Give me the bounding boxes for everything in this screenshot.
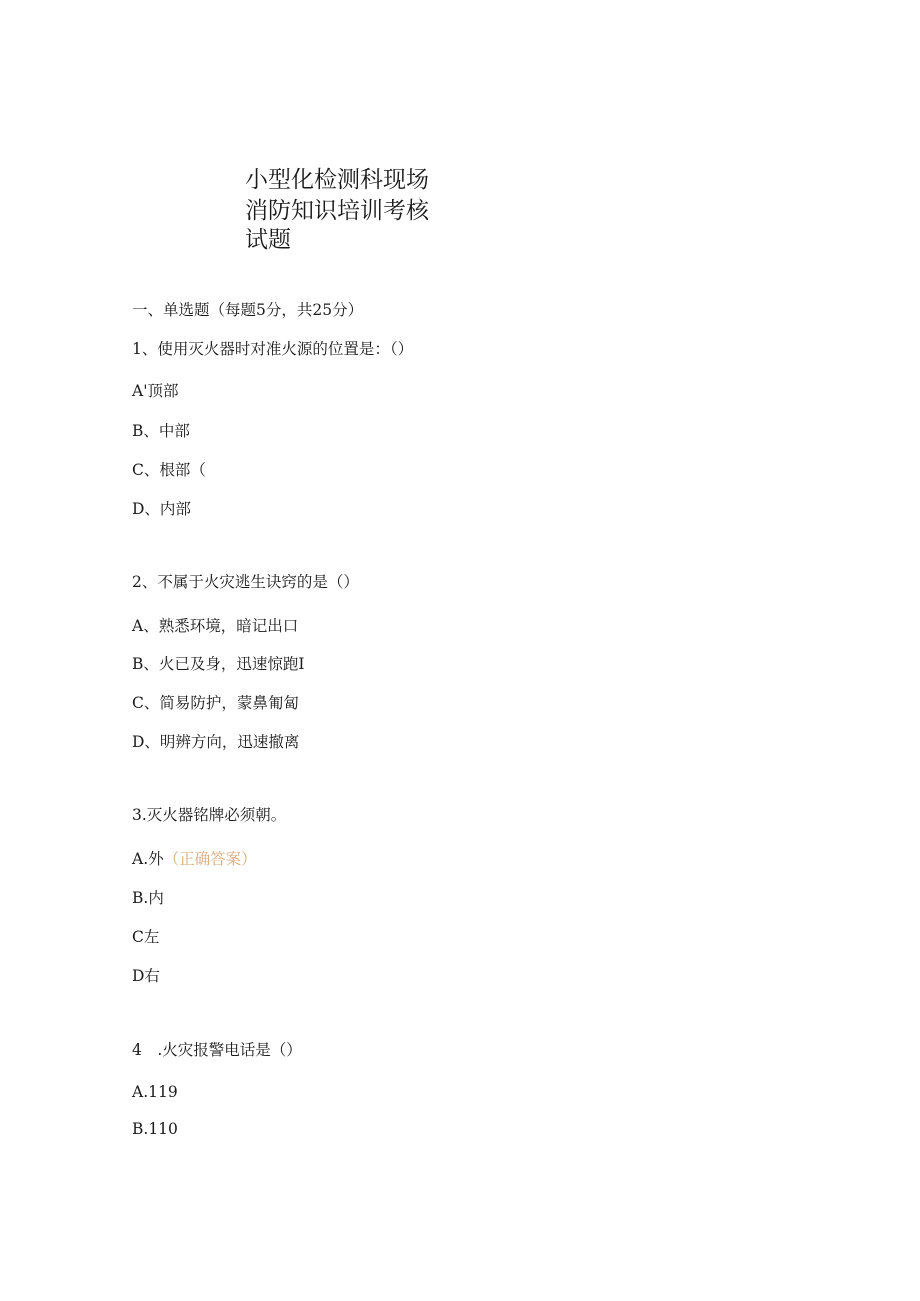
option: C左: [132, 928, 160, 946]
option-text: A.外: [132, 850, 164, 868]
option: A.119: [132, 1083, 178, 1101]
option: [132, 849, 257, 869]
option: C、根部（: [132, 461, 206, 479]
option: D右: [132, 967, 160, 985]
option: D、明辨方向，迅速撤离: [132, 733, 300, 751]
option: A、熟悉环境，暗记出口: [132, 617, 299, 635]
option: B.110: [132, 1120, 178, 1138]
question-4: 4 .火灾报警电话是（）: [132, 1041, 302, 1059]
option: B、火已及身，迅速惊跑I: [132, 655, 305, 673]
section-heading: 一、单选题（每题5分，共25分）: [132, 301, 364, 319]
title-line: 消防知识培训考核: [245, 198, 429, 224]
title-line: 小型化检测科现场: [245, 167, 429, 193]
option: B、中部: [132, 422, 190, 440]
option: C、简易防护，蒙鼻匍匐: [132, 694, 299, 712]
option: B.内: [132, 889, 164, 907]
correct-answer-note: （正确答案）: [163, 850, 257, 868]
option: A'顶部: [132, 382, 179, 400]
question-3: 3.灭火器铭牌必须朝。: [132, 806, 287, 824]
option: D、内部: [132, 500, 191, 518]
title-line: 试题: [245, 227, 291, 253]
question-2: 2、不属于火灾逃生诀窍的是（）: [132, 573, 359, 591]
question-1: 1、使用灭火器时对准火源的位置是：（）: [132, 340, 414, 358]
